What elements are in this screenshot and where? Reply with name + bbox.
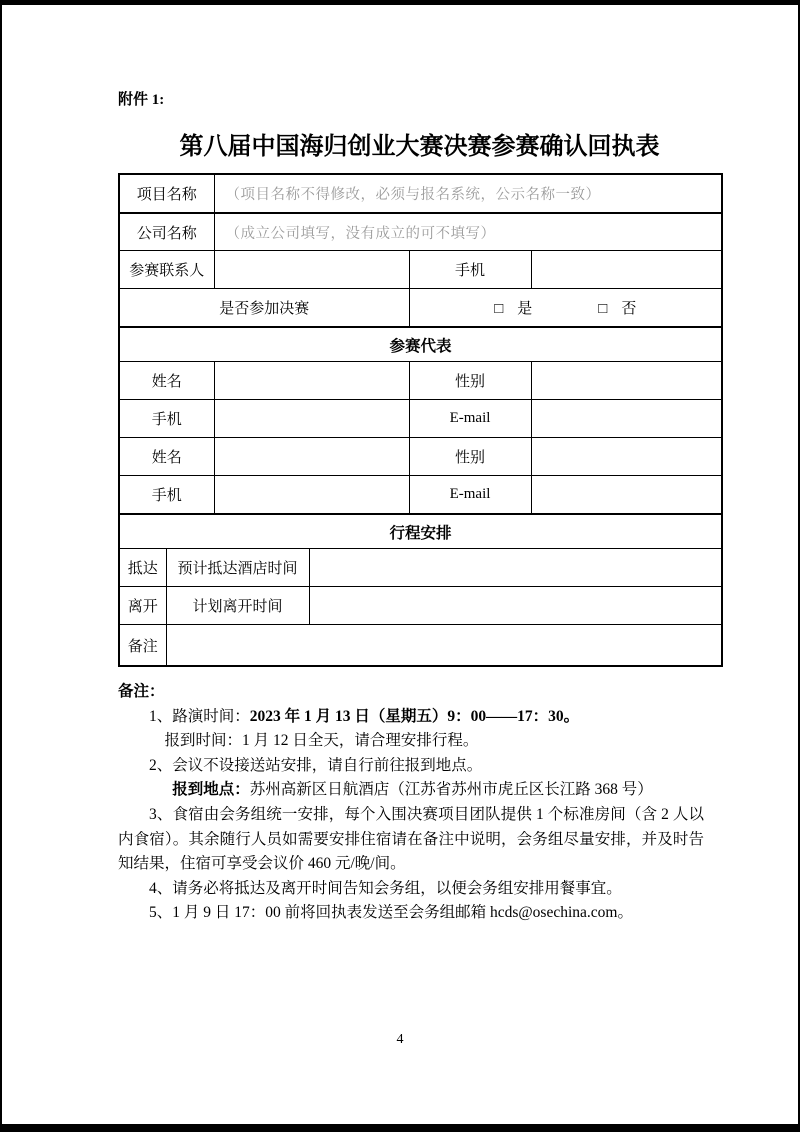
checkbox-icon[interactable]: □ [598,301,608,317]
document-content [2,5,724,926]
rep1-name-field[interactable] [214,362,409,400]
note1-datetime: 2023 年 1 月 13 日（星期五）9：00——17：30。 [249,707,580,725]
rep1-email-field[interactable] [531,400,722,438]
attend-yes-option[interactable] [494,297,532,318]
remark-label: 备注 [119,625,166,667]
table-row [119,213,722,251]
remark-field[interactable] [166,625,722,667]
rep2-phone-field[interactable] [214,476,409,515]
itinerary-section-header [119,514,722,549]
company-name-field[interactable]: （成立公司填写，没有成立的可不填写） [214,213,722,251]
attachment-label: 附件 1: [118,92,165,108]
rep2-email-field[interactable] [531,476,722,515]
contact-phone-field[interactable] [531,251,722,289]
attend-yes-label: 是 [517,301,533,317]
note1-prefix: 1、路演时间： [149,707,250,725]
rep1-gender-field[interactable] [531,362,722,400]
checkin-location-text: 苏州高新区日航酒店（江苏省苏州市虎丘区长江路 368 号） [249,781,653,799]
rep1-gender-label: 性别 [409,362,531,400]
table-row [119,549,722,587]
contact-person-label: 参赛联系人 [119,251,214,289]
rep1-phone-field[interactable] [214,400,409,438]
rep2-email-label: E-mail [409,476,531,515]
rep2-name-label: 姓名 [119,438,214,476]
departure-label: 离开 [119,587,166,625]
table-row [119,587,722,625]
table-row [119,400,722,438]
rep1-phone-label: 手机 [119,400,214,438]
attend-no-label: 否 [621,301,637,317]
table-row [119,476,722,515]
page-title: 第八届中国海归创业大赛决赛参赛确认回执表 [179,134,660,160]
page-number: 4 [396,1032,404,1047]
rep1-email-label: E-mail [409,400,531,438]
table-row [119,362,722,400]
note-item-3: 3、食宿由会务组统一安排，每个入围决赛项目团队提供 1 个标准房间（含 2 人以内食宿）。其余随行人员如需要安排住宿请在备注中说明，会务组尽量安排，并及时告知结果，住宿可享受会议价 460 元/晚/间。 [118,805,704,873]
rep1-name-label: 姓名 [119,362,214,400]
rep2-phone-label: 手机 [119,476,214,515]
note-item-1-sub: 报到时间：1 月 12 日全天，请合理安排行程。 [164,732,479,750]
departure-time-label: 计划离开时间 [166,587,309,625]
attend-finals-label: 是否参加决赛 [119,289,409,328]
project-name-field[interactable]: （项目名称不得修改，必须与报名系统，公示名称一致） [214,174,722,213]
attend-no-option[interactable] [598,297,636,318]
rep2-gender-label: 性别 [409,438,531,476]
note-item-2-sub [118,778,704,803]
departure-time-field[interactable] [309,587,722,625]
notes-heading: 备注： [118,683,165,700]
arrival-time-field[interactable] [309,549,722,587]
contact-phone-label: 手机 [409,251,531,289]
note-item-2: 2、会议不设接送站安排，请自行前往报到地点。 [149,756,483,774]
contact-person-field[interactable] [214,251,409,289]
table-row [119,174,722,213]
arrival-label: 抵达 [119,549,166,587]
rep2-gender-field[interactable] [531,438,722,476]
itinerary-header-label: 行程安排 [119,514,722,549]
representatives-section-header [119,327,722,362]
note-item-1 [118,705,704,730]
attend-finals-options [409,289,722,328]
rep2-name-field[interactable] [214,438,409,476]
note-item-5: 5、1 月 9 日 17：00 前将回执表发送至会务组邮箱 hcds@osechina.com。 [149,904,633,922]
table-row [119,251,722,289]
table-row [119,438,722,476]
arrival-time-label: 预计抵达酒店时间 [166,549,309,587]
table-row [119,289,722,328]
project-name-label: 项目名称 [119,174,214,213]
checkbox-icon[interactable]: □ [494,301,504,317]
representatives-header-label: 参赛代表 [119,327,722,362]
table-row [119,625,722,667]
checkin-location-label: 报到地点： [172,781,250,799]
notes-section [118,680,704,926]
confirmation-form-table [118,173,723,667]
company-name-label: 公司名称 [119,213,214,251]
note-item-4: 4、请务必将抵达及离开时间告知会务组，以便会务组安排用餐事宜。 [149,879,622,897]
